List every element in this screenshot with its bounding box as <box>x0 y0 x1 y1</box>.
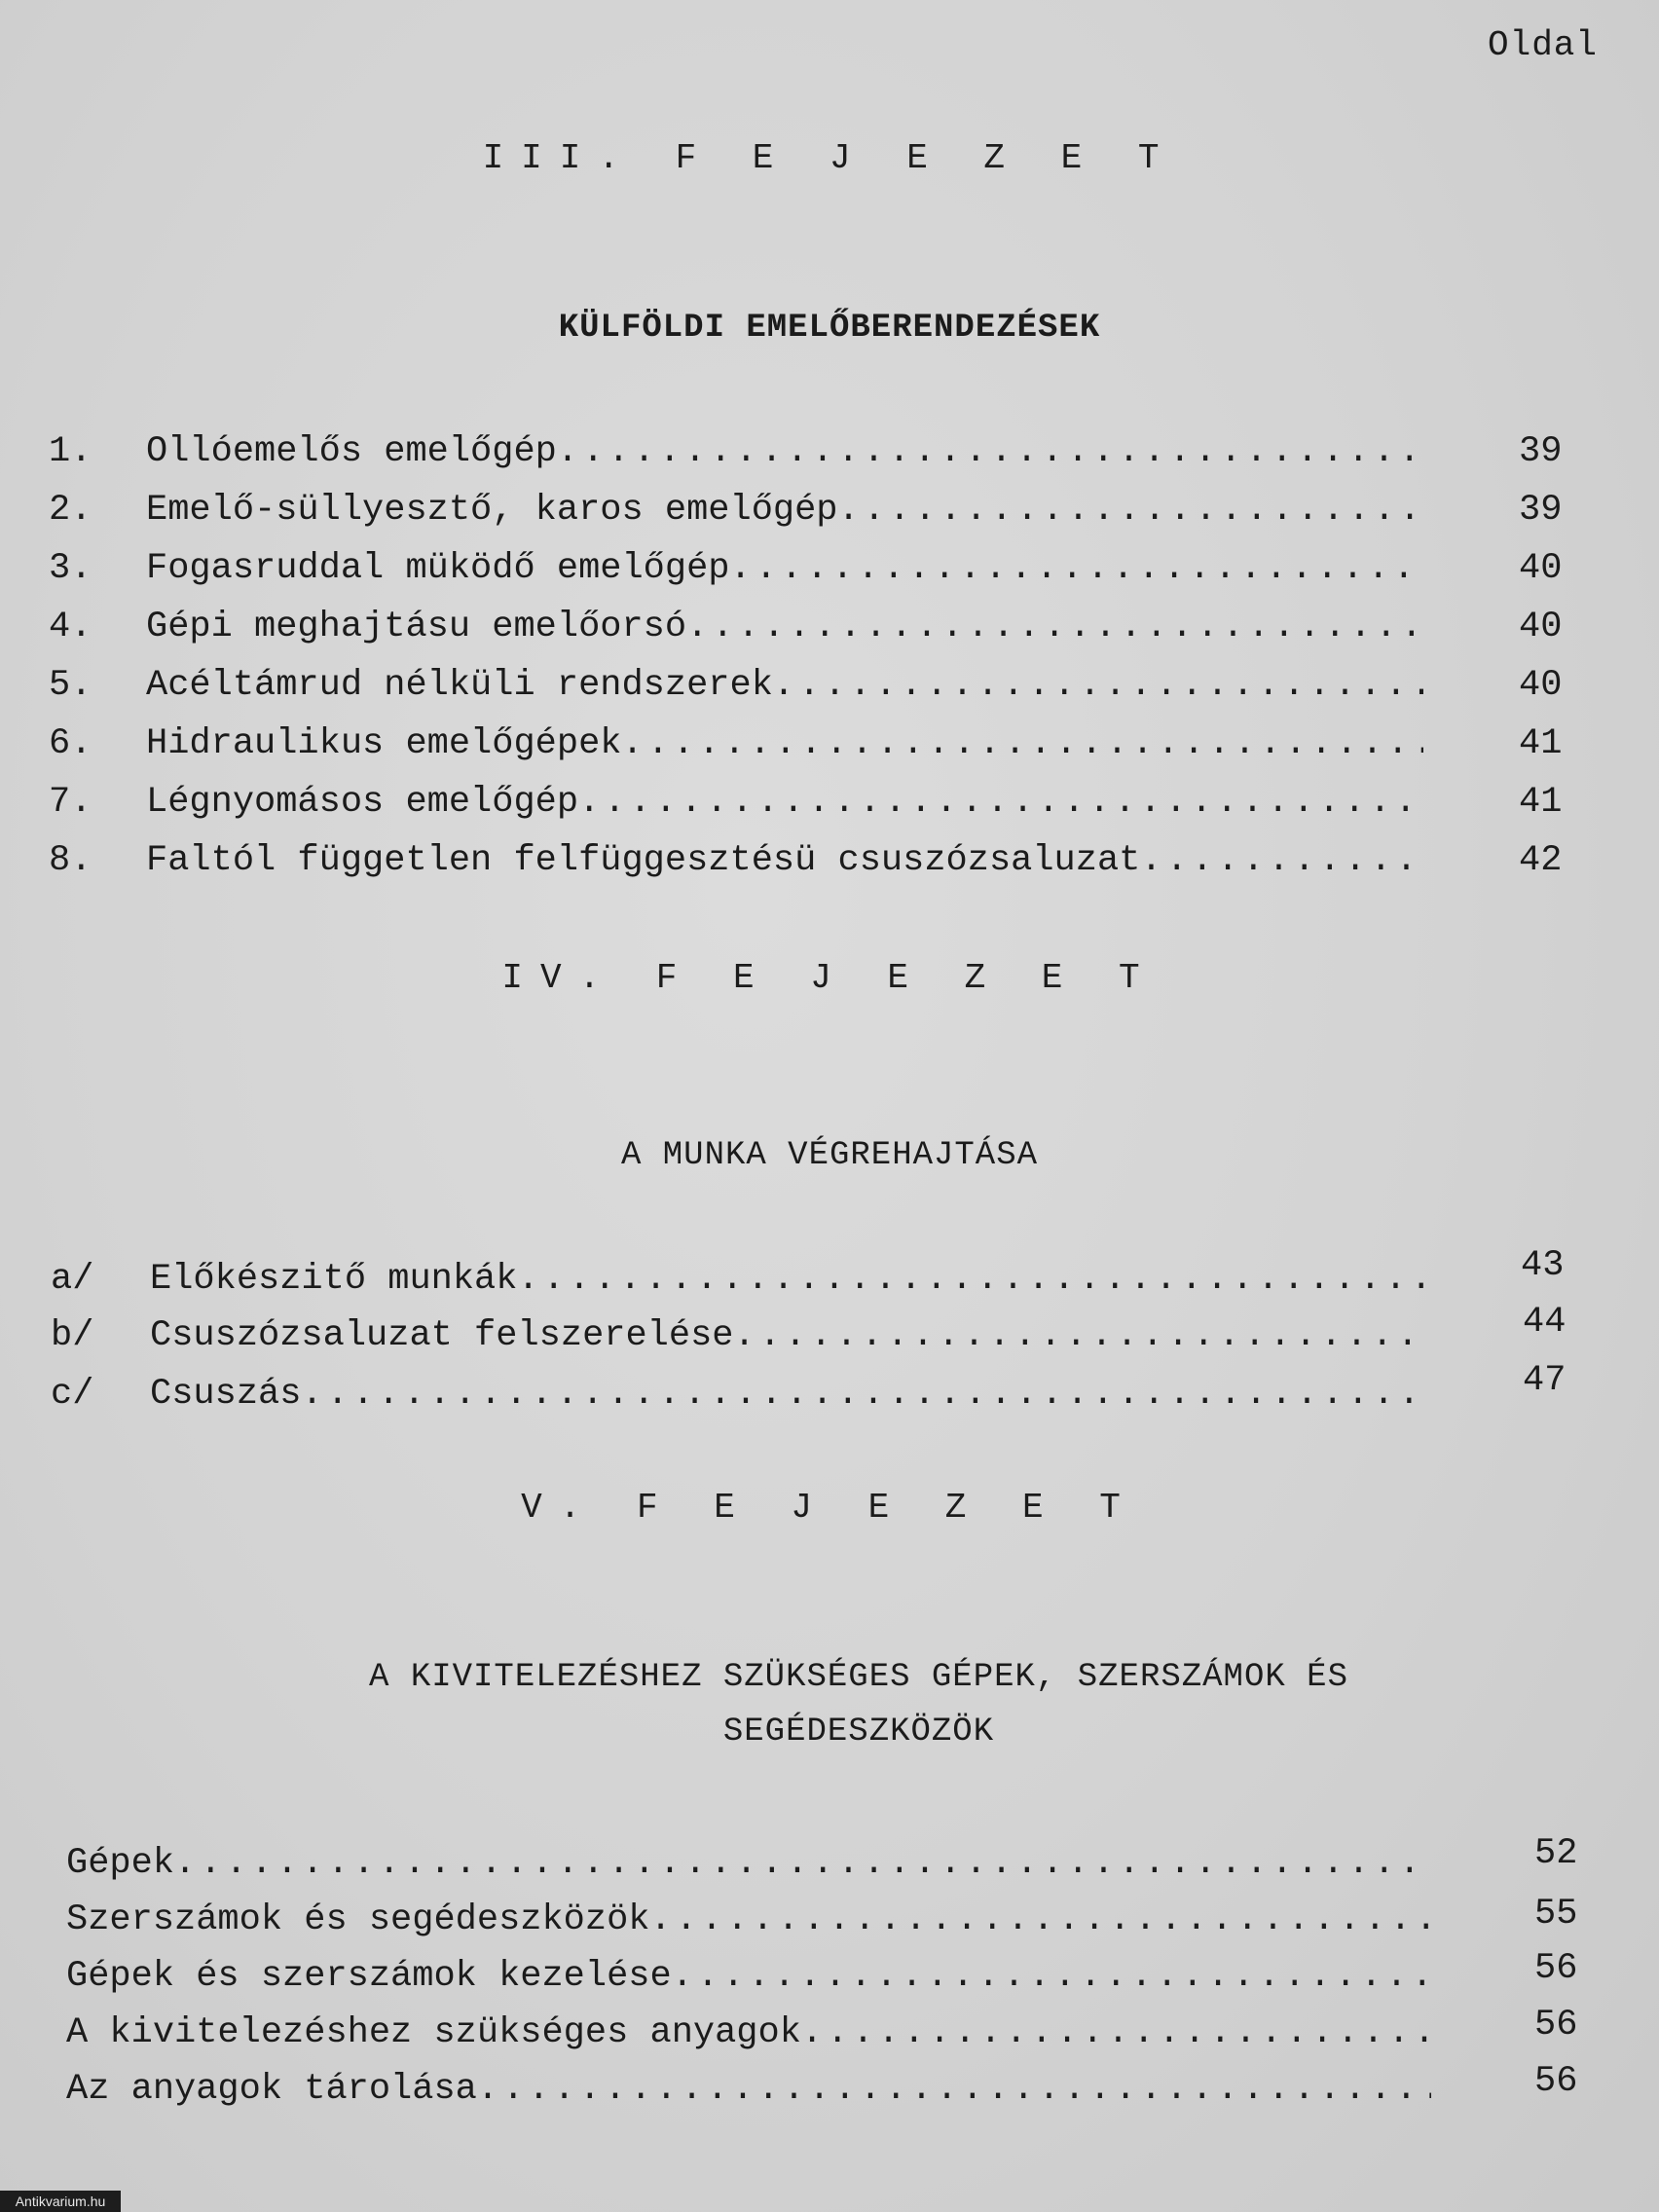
toc-entry-label: Gépek és szerszámok kezelése <box>66 1956 672 1997</box>
toc-entry-number: 4. <box>49 607 92 647</box>
toc-entry-page: 40 <box>1519 607 1563 647</box>
page-column-label: Oldal <box>1488 25 1599 65</box>
toc-dot-leader <box>730 543 1424 594</box>
toc-dot-leader <box>734 1310 1424 1361</box>
chapter-title-4: A MUNKA VÉGREHAJTÁSA <box>620 1137 1039 1174</box>
toc-entry-label: Előkészitő munkák <box>150 1259 518 1300</box>
toc-entry-label: Csuszózsaluzat felszerelése <box>150 1315 734 1356</box>
toc-entry-label: Acéltámrud nélküli rendszerek <box>146 665 773 706</box>
toc-entry-label: Fogasruddal müködő emelőgép <box>146 548 730 589</box>
chapter-title-3: KÜLFÖLDI EMELŐBERENDEZÉSEK <box>558 310 1101 347</box>
toc-entry-number: 6. <box>49 723 92 764</box>
toc-entry-number: 7. <box>49 782 92 823</box>
toc-dot-leader <box>672 1951 1431 2002</box>
chapter-heading-3: III. F E J E Z E T <box>482 138 1177 178</box>
watermark-stamp: Antikvarium.hu <box>0 2191 121 2212</box>
toc-entry-label: Az anyagok tárolása <box>66 2069 477 2110</box>
toc-entry-number: 5. <box>49 665 92 706</box>
toc-entry-page: 40 <box>1519 665 1563 706</box>
toc-entry-page: 52 <box>1534 1833 1578 1874</box>
toc-entry-page: 41 <box>1519 723 1563 764</box>
toc-entry-page: 42 <box>1519 840 1563 881</box>
toc-entry-page: 41 <box>1519 782 1563 823</box>
toc-entry-page: 56 <box>1534 1948 1578 1989</box>
toc-dot-leader <box>578 777 1423 828</box>
chapter-title-5-line-2: SEGÉDESZKÖZÖK <box>722 1714 995 1751</box>
toc-dot-leader <box>621 719 1423 769</box>
toc-entry-page: 39 <box>1519 431 1563 472</box>
toc-dot-leader <box>838 485 1423 535</box>
toc-entry-label: Emelő-süllyesztő, karos emelőgép <box>146 490 838 531</box>
toc-dot-leader <box>557 426 1423 477</box>
toc-entry-label: Gépi meghajtásu emelőorsó <box>146 607 687 647</box>
toc-dot-leader <box>773 660 1423 711</box>
toc-dot-leader <box>477 2064 1431 2115</box>
chapter-title-5-line-1: A KIVITELEZÉSHEZ SZÜKSÉGES GÉPEK, SZERSZÁMOK ÉS <box>369 1659 1348 1696</box>
toc-dot-leader <box>174 1838 1431 1889</box>
toc-entry-label: Faltól független felfüggesztésü csuszózsaluzat <box>146 840 1141 881</box>
toc-dot-leader <box>517 1254 1423 1305</box>
toc-entry-number: 3. <box>49 548 92 589</box>
toc-dot-leader <box>801 2008 1431 2058</box>
chapter-heading-5: V. F E J E Z E T <box>521 1488 1138 1528</box>
toc-entry-number: a/ <box>51 1259 94 1300</box>
toc-entry-number: b/ <box>51 1315 94 1356</box>
toc-entry-page: 44 <box>1523 1302 1567 1343</box>
toc-entry-label: Csuszás <box>150 1374 302 1415</box>
toc-dot-leader <box>686 602 1423 652</box>
toc-entry-label: Hidraulikus emelőgépek <box>146 723 622 764</box>
toc-entry-label: Szerszámok és segédeszközök <box>66 1899 650 1940</box>
toc-entry-page: 39 <box>1519 490 1563 531</box>
toc-entry-page: 56 <box>1534 2005 1578 2046</box>
toc-entry-page: 55 <box>1534 1894 1578 1935</box>
toc-entry-number: 1. <box>49 431 92 472</box>
toc-entry-label: Ollóemelős emelőgép <box>146 431 557 472</box>
toc-dot-leader <box>301 1369 1423 1419</box>
toc-entry-number: 8. <box>49 840 92 881</box>
toc-entry-page: 43 <box>1521 1245 1565 1286</box>
toc-entry-label: Gépek <box>66 1843 175 1884</box>
toc-entry-number: c/ <box>51 1374 94 1415</box>
chapter-heading-4: IV. F E J E Z E T <box>501 958 1158 998</box>
toc-entry-label: Légnyomásos emelőgép <box>146 782 579 823</box>
toc-entry-page: 40 <box>1519 548 1563 589</box>
toc-entry-number: 2. <box>49 490 92 531</box>
toc-entry-page: 47 <box>1523 1360 1567 1401</box>
toc-dot-leader <box>1140 835 1423 886</box>
toc-entry-page: 56 <box>1534 2061 1578 2102</box>
toc-dot-leader <box>650 1895 1432 1945</box>
toc-entry-label: A kivitelezéshez szükséges anyagok <box>66 2012 801 2053</box>
